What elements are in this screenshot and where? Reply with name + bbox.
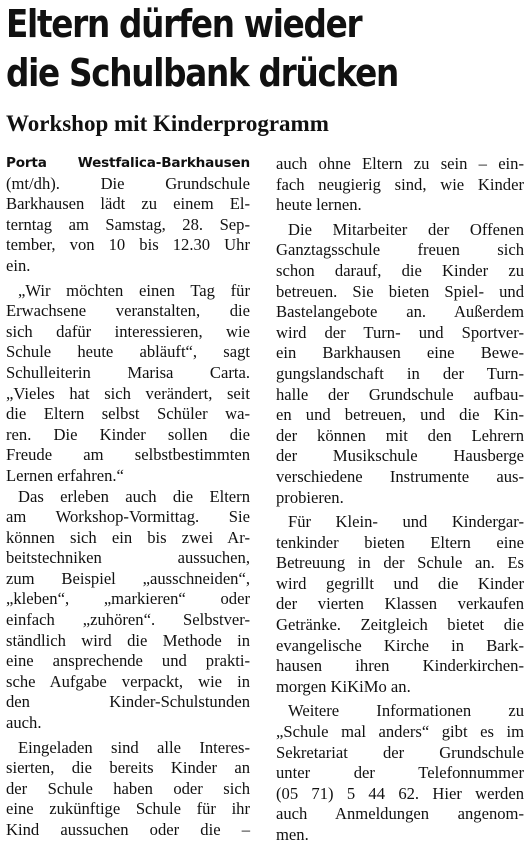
text-line: verschiedene Instrumente aus- [276,466,524,486]
text-line: „Vieles hat sich verändert, seit [6,383,250,403]
text-line: können sich ein bis zwei Ar- [6,527,250,547]
text-line: tember, von 10 bis 12.30 Uhr [6,235,250,255]
text-line: der Schule haben oder sich [6,778,250,798]
text-line: Bastelangebote an. Außerdem [276,302,524,322]
text-line: ren. Die Kinder sollen die [6,424,250,444]
headline [6,0,453,98]
text-line: (mt/dh). Die Grundschule [6,173,250,193]
text-line: Eingeladen sind alle Interes- [18,737,250,757]
text-line: (05 71) 5 44 62. Hier werden [276,783,524,803]
subheadline: Workshop mit Kinderprogramm [6,111,329,136]
text-line: ein. [6,255,31,275]
text-line: Für Klein- und Kindergar- [288,512,524,532]
text-line: Freude am selbstbestimmten [6,445,250,465]
text-line: „kleben“, „markieren“ oder [6,589,250,609]
right-column [276,154,524,846]
left-column [6,152,250,841]
text-line: Betreuung in der Schule an. Es [276,553,524,573]
text-line: Kind aussuchen oder die – [6,820,250,839]
text-line: „Wir möchten einen Tag für [18,280,250,300]
headline-line-2: die Schulbank drücken [6,51,398,95]
text-line: gungslandschaft in der Turn- [276,363,524,383]
text-line: terntag am Samstag, 28. Sep- [6,214,250,234]
text-line: Schulleiterin Marisa Carta. [6,362,250,382]
text-line: „Schule mal anders“ gibt es im [276,722,524,742]
text-line: schon darauf, die Kinder zu [276,260,524,280]
text-line: Schule heute abläuft“, sagt [6,342,250,362]
text-line: am Workshop-Vormittag. Sie [6,507,250,527]
text-line: wird der Turn- und Sportver- [276,322,524,342]
text-line: Lernen erfahren.“ [6,465,124,485]
text-line: morgen KiKiMo an. [276,676,411,696]
text-line: evangelische Kirche in Bark- [276,635,524,655]
text-line: einfach „zuhören“. Selbstver- [6,610,250,630]
text-line: der können mit den Lehrern [276,425,524,445]
text-line: betreuen. Sie bieten Spiel- und [276,281,524,301]
text-line: auch Anmeldungen angenom- [276,804,524,824]
text-line: der vierten Klassen verkaufen [276,594,524,614]
dateline: Porta Westfalica-Barkhausen [6,155,250,171]
text-line: heute lernen. [276,195,362,215]
text-line: halle der Grundschule aufbau- [276,384,524,404]
text-line: Getränke. Zeitgleich bietet die [276,615,524,635]
text-line: Weitere Informationen zu [288,701,524,721]
text-line: Ganztagsschule freuen sich [276,240,524,260]
text-line: probieren. [276,487,344,507]
text-line: ständlich wird die Methode in [6,630,250,650]
text-line: fach neugierig sind, wie Kinder [276,174,524,194]
text-line: Die Mitarbeiter der Offenen [288,219,524,239]
text-line: beitstechniken aussuchen, [6,548,250,568]
text-line: den Kinder-Schulstunden [6,692,250,712]
text-line: unter der Telefonnummer [276,763,524,783]
text-line: auch. [6,713,42,733]
headline-line-1: Eltern dürfen wieder [6,2,362,46]
text-line: eine zukünftige Schule für ihr [6,799,250,819]
text-line: ein Barkhausen eine Bewe- [276,343,524,363]
text-line: auch ohne Eltern zu sein – ein- [276,154,524,173]
dateline-line [6,152,250,174]
text-line: tenkinder bieten Eltern eine [276,532,524,552]
text-line: Erwachsene veranstalten, die [6,301,250,321]
text-line: Sekretariat der Grundschule [276,742,524,762]
text-line: wird gegrillt und die Kinder [276,573,524,593]
text-line: sich dafür interessieren, wie [6,321,250,341]
text-line: sche Aufgabe verpackt, wie in [6,671,250,691]
text-line: men. [276,825,309,844]
text-line: Barkhausen lädt zu einem El- [6,194,250,214]
text-line: eine ansprechende und prakti- [6,651,250,671]
text-line: die Eltern selbst Schüler wa- [6,404,250,424]
text-line: der Musikschule Hausberge [276,446,524,466]
text-line: zum Beispiel „ausschneiden“, [6,568,250,588]
text-line: en und betreuen, und die Kin- [276,405,524,425]
text-line: sierten, die bereits Kinder an [6,758,250,778]
text-line: Das erleben auch die Eltern [18,486,250,506]
text-line: hausen ihren Kinderkirchen- [276,656,524,676]
